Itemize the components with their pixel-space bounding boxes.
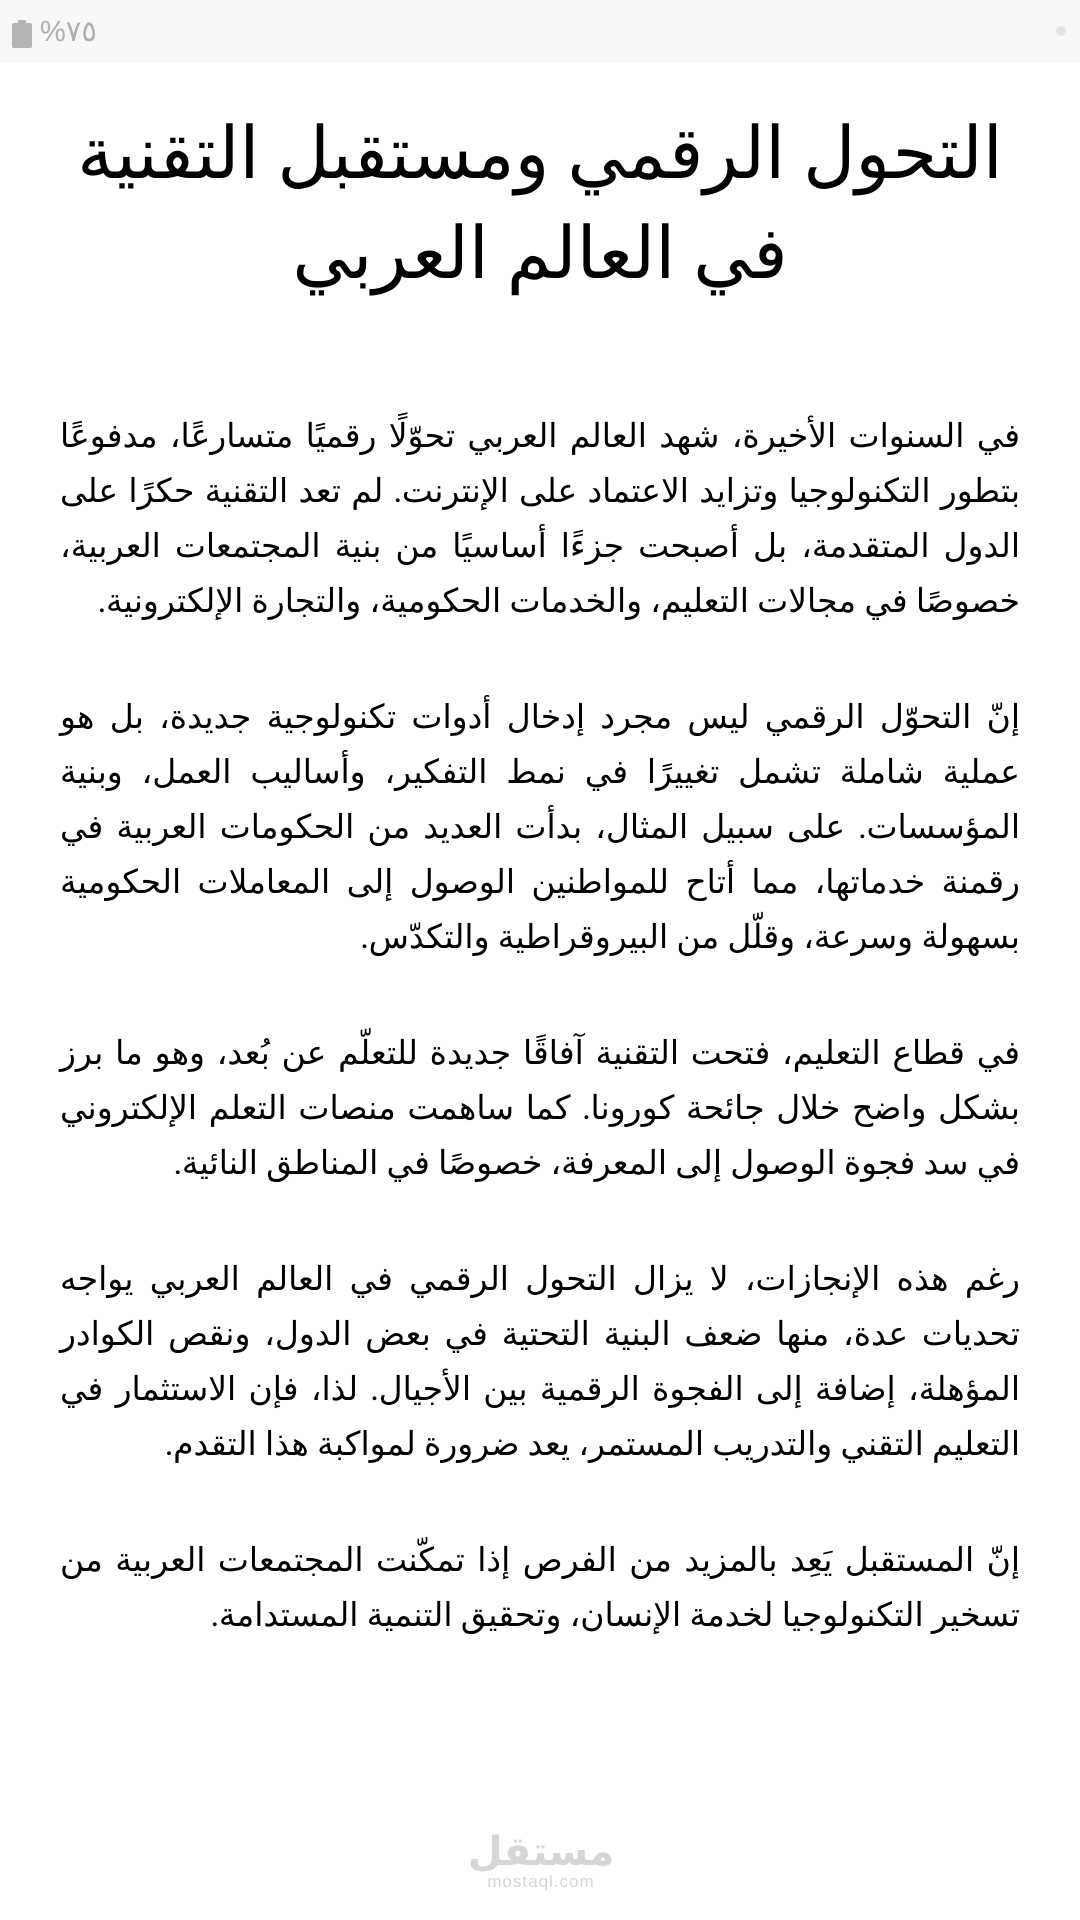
article-paragraph: إنّ المستقبل يَعِد بالمزيد من الفرص إذا تمكّنت المجتمعات العربية من تسخير التكنولوجيا لخدمة الإنسان، وتحقيق التنمية المستدامة. (60, 1543, 1020, 1634)
page-title: التحول الرقمي ومستقبل التقنية في العالم العربي (77, 114, 1003, 294)
watermark-url: mostaql.com (487, 1872, 595, 1891)
article-paragraph: في قطاع التعليم، فتحت التقنية آفاقًا جديدة للتعلّم عن بُعد، وهو ما برز بشكل واضح خلال جائحة كورونا. كما ساهمت منصات التعلم الإلكتروني في سد فجوة الوصول إلى المعرفة، خصوصًا في المناطق النائية. (60, 1036, 1020, 1182)
battery-percentage: %٧٥ (40, 16, 97, 48)
battery-icon (12, 20, 32, 48)
article-paragraph: إنّ التحوّل الرقمي ليس مجرد إدخال أدوات تكنولوجية جديدة، بل هو عملية شاملة تشمل تغييرًا في نمط التفكير، وأساليب العمل، وبنية المؤسسات. على سبيل المثال، بدأت العديد من الحكومات العربية في رقمنة خدماتها، مما أتاح للمواطنين الوصول إلى المعاملات الحكومية بسهولة وسرعة، وقلّل من البيروقراطية والتكدّس. (60, 700, 1020, 956)
status-bar (0, 0, 1080, 62)
article-paragraph: رغم هذه الإنجازات، لا يزال التحول الرقمي في العالم العربي يواجه تحديات عدة، منها ضعف البنية التحتية في بعض الدول، ونقص الكوادر المؤهلة، إضافة إلى الفجوة الرقمية بين الأجيال. لذا، فإن الاستثمار في التعليم التقني والتدريب المستمر، يعد ضرورة لمواكبة هذا التقدم. (60, 1262, 1020, 1463)
dot-icon (1056, 26, 1066, 36)
watermark-logo: مستقل (467, 1829, 615, 1875)
article-paragraph: في السنوات الأخيرة، شهد العالم العربي تحوّلًا رقميًا متسارعًا، مدفوعًا بتطور التكنولوجيا وتزايد الاعتماد على الإنترنت. لم تعد التقنية حكرًا على الدول المتقدمة، بل أصبحت جزءًا أساسيًا من بنية المجتمعات العربية، خصوصًا في مجالات التعليم، والخدمات الحكومية، والتجارة الإلكترونية. (60, 419, 1020, 620)
article (60, 62, 1020, 1644)
watermark (461, 1829, 621, 1892)
